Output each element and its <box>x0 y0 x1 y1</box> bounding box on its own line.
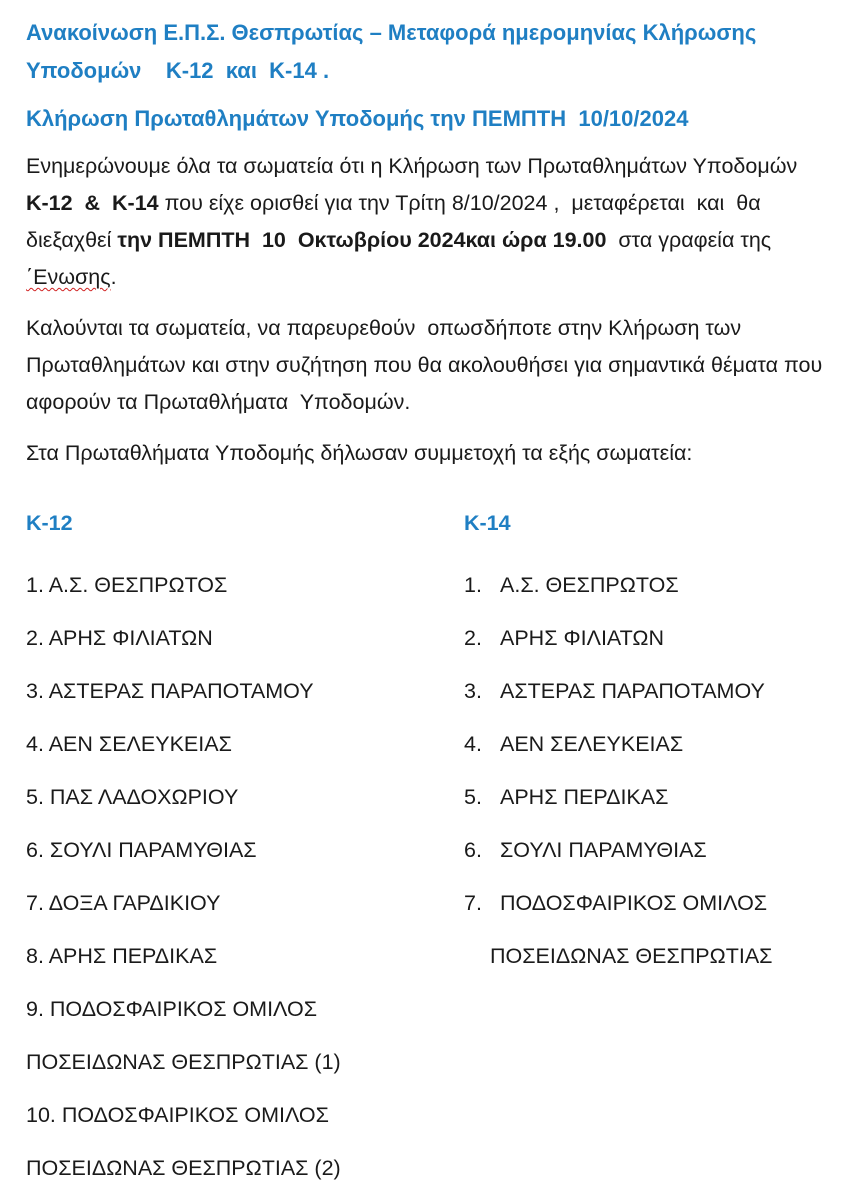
k14-item-number: 3. <box>464 678 482 703</box>
announcement-title <box>26 14 846 90</box>
k14-item-number: 7. <box>464 890 482 915</box>
k12-item: 5. ΠΑΣ ΛΑΔΟΧΩΡΙΟΥ <box>26 784 239 809</box>
k14-item-continued <box>464 929 772 982</box>
k14-item-number: 6. <box>464 837 482 862</box>
announcement <box>26 14 846 472</box>
k14-item <box>464 664 772 717</box>
k12-column <box>26 505 341 1194</box>
k14-item-name: ΑΣΤΕΡΑΣ ΠΑΡΑΠΟΤΑΜΟΥ <box>500 678 765 703</box>
k12-item-continued: ΠΟΣΕΙΔΩΝΑΣ ΘΕΣΠΡΩΤΙΑΣ (1) <box>26 1049 341 1074</box>
title-line-1: Ανακοίνωση Ε.Π.Σ. Θεσπρωτίας – Μεταφορά ημερομηνίας Κλήρωσης <box>26 20 757 45</box>
k14-item <box>464 611 772 664</box>
para1-text-2: που είχε ορισθεί για την Τρίτη 8/10/2024 , μεταφέρεται και θα διεξαχθεί <box>26 191 767 252</box>
k12-item: 10. ΠΟΔΟΣΦΑΙΡΙΚΟΣ ΟΜΙΛΟΣ <box>26 1102 329 1127</box>
k14-heading: Κ-14 <box>464 511 511 535</box>
k14-item-number: 1. <box>464 572 482 597</box>
k12-item: 7. ΔΟΞΑ ΓΑΡΔΙΚΙΟΥ <box>26 890 221 915</box>
k14-item <box>464 717 772 770</box>
title-line-2: Υποδομών Κ-12 και Κ-14 . <box>26 58 330 83</box>
para1-text-3: στα γραφεία της <box>606 228 778 252</box>
k12-item-continued: ΠΟΣΕΙΔΩΝΑΣ ΘΕΣΠΡΩΤΙΑΣ (2) <box>26 1155 341 1180</box>
k12-item: 2. ΑΡΗΣ ΦΙΛΙΑΤΩΝ <box>26 625 213 650</box>
k14-column <box>464 505 772 982</box>
k12-list <box>26 558 341 1194</box>
k14-item-name: ΠΟΣΕΙΔΩΝΑΣ ΘΕΣΠΡΩΤΙΑΣ <box>490 943 773 968</box>
para1-spellcheck-word: ΄Ενωσης <box>26 265 111 289</box>
k14-item-name: ΑΕΝ ΣΕΛΕΥΚΕΙΑΣ <box>500 731 684 756</box>
k14-item-name: ΠΟΔΟΣΦΑΙΡΙΚΟΣ ΟΜΙΛΟΣ <box>500 890 768 915</box>
para1-bold-categories: Κ-12 & Κ-14 <box>26 191 159 215</box>
k14-item-name: ΑΡΗΣ ΠΕΡΔΙΚΑΣ <box>500 784 669 809</box>
para1-bold-date: την ΠΕΜΠΤΗ 10 Οκτωβρίου 2024και ώρα 19.00 <box>117 228 607 252</box>
k14-item-number: 4. <box>464 731 482 756</box>
paragraph-participants-intro: Στα Πρωταθλήματα Υποδομής δήλωσαν συμμετοχή τα εξής σωματεία: <box>26 441 693 465</box>
para1-text-1: Ενημερώνουμε όλα τα σωματεία ότι η Κλήρωση των Πρωταθλημάτων Υποδομών <box>26 154 798 178</box>
k14-item-name: ΑΡΗΣ ΦΙΛΙΑΤΩΝ <box>500 625 665 650</box>
participants-columns <box>26 505 846 1180</box>
k12-item: 1. Α.Σ. ΘΕΣΠΡΩΤΟΣ <box>26 572 228 597</box>
k14-item <box>464 558 772 611</box>
k14-item-number: 2. <box>464 625 482 650</box>
k14-list <box>464 558 772 982</box>
k14-item <box>464 876 772 929</box>
k14-item-number: 5. <box>464 784 482 809</box>
k12-item: 3. ΑΣΤΕΡΑΣ ΠΑΡΑΠΟΤΑΜΟΥ <box>26 678 314 703</box>
k12-item: 9. ΠΟΔΟΣΦΑΙΡΙΚΟΣ ΟΜΙΛΟΣ <box>26 996 317 1021</box>
k12-heading: Κ-12 <box>26 511 73 535</box>
k14-item <box>464 770 772 823</box>
k12-item: 4. ΑΕΝ ΣΕΛΕΥΚΕΙΑΣ <box>26 731 232 756</box>
k14-item <box>464 823 772 876</box>
paragraph-invitation: Καλούνται τα σωματεία, να παρευρεθούν οπωσδήποτε στην Κλήρωση των Πρωταθλημάτων και στην συζήτηση που θα ακολουθήσει για σημαντικά θέματα που αφορούν τα Πρωταθλήματα Υποδομών. <box>26 316 829 414</box>
k12-item: 8. ΑΡΗΣ ΠΕΡΔΙΚΑΣ <box>26 943 218 968</box>
para1-text-4: . <box>110 265 117 289</box>
announcement-subtitle: Κλήρωση Πρωταθλημάτων Υποδομής την ΠΕΜΠΤΗ 10/10/2024 <box>26 106 689 131</box>
k14-item-name: ΣΟΥΛΙ ΠΑΡΑΜΥΘΙΑΣ <box>500 837 707 862</box>
paragraph-draw-postponed <box>26 148 846 296</box>
k12-item: 6. ΣΟΥΛΙ ΠΑΡΑΜΥΘΙΑΣ <box>26 837 257 862</box>
k14-item-name: Α.Σ. ΘΕΣΠΡΩΤΟΣ <box>500 572 679 597</box>
